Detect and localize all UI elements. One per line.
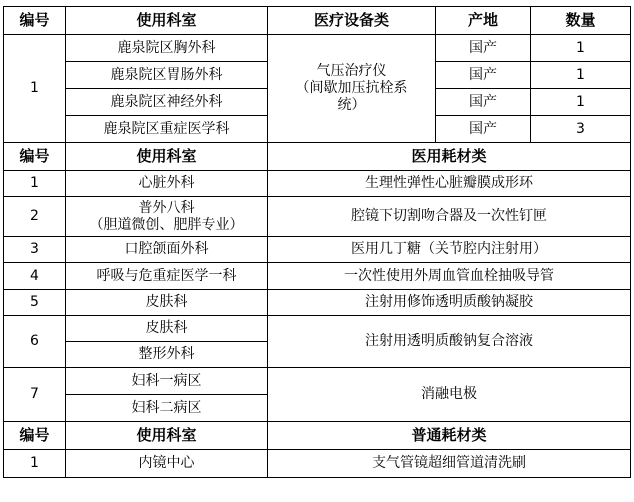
equipment-department: 鹿泉院区胸外科 bbox=[66, 35, 268, 62]
header-no: 编号 bbox=[4, 7, 66, 35]
header-no: 编号 bbox=[4, 143, 66, 171]
consumable-no: 1 bbox=[4, 171, 66, 197]
equipment-department: 鹿泉院区胃肠外科 bbox=[66, 62, 268, 89]
consumable-department: 妇科二病区 bbox=[66, 395, 268, 422]
consumable-department: 妇科一病区 bbox=[66, 368, 268, 395]
equipment-origin: 国产 bbox=[436, 35, 531, 62]
consumable-item: 注射用透明质酸钠复合溶液 bbox=[268, 316, 631, 368]
consumable-no: 5 bbox=[4, 290, 66, 316]
equipment-department: 鹿泉院区重症医学科 bbox=[66, 116, 268, 143]
consumable-no: 7 bbox=[4, 368, 66, 422]
consumable-row bbox=[4, 316, 631, 342]
general-header-row bbox=[4, 422, 631, 450]
header-no: 编号 bbox=[4, 422, 66, 450]
equipment-no: 1 bbox=[4, 35, 66, 143]
consumable-department: 呼吸与危重症医学一科 bbox=[66, 263, 268, 290]
equipment-device-name bbox=[268, 35, 436, 143]
consumable-department: 口腔颌面外科 bbox=[66, 237, 268, 263]
consumable-row bbox=[4, 197, 631, 237]
device-name-line: （间歇加压抗栓系 bbox=[295, 80, 408, 96]
device-name-line: 统） bbox=[337, 97, 366, 113]
consumable-row bbox=[4, 171, 631, 197]
header-general-consumables: 普通耗材类 bbox=[268, 422, 631, 450]
consumable-item: 腔镜下切割吻合器及一次性钉匣 bbox=[268, 197, 631, 237]
consumable-item: 消融电极 bbox=[268, 368, 631, 422]
general-department: 内镜中心 bbox=[66, 450, 268, 478]
consumable-no: 3 bbox=[4, 237, 66, 263]
consumable-row bbox=[4, 290, 631, 316]
consumable-row bbox=[4, 237, 631, 263]
consumable-item: 医用几丁糖（关节腔内注射用） bbox=[268, 237, 631, 263]
consumable-item: 一次性使用外周血管血栓抽吸导管 bbox=[268, 263, 631, 290]
header-origin: 产地 bbox=[436, 7, 531, 35]
equipment-header-row bbox=[4, 7, 631, 35]
consumable-row bbox=[4, 263, 631, 290]
equipment-department: 鹿泉院区神经外科 bbox=[66, 89, 268, 116]
consumable-row bbox=[4, 368, 631, 395]
consumable-no: 6 bbox=[4, 316, 66, 368]
header-equipment-category: 医疗设备类 bbox=[268, 7, 436, 35]
consumable-department bbox=[66, 197, 268, 237]
consumable-department: 整形外科 bbox=[66, 342, 268, 368]
header-department: 使用科室 bbox=[66, 7, 268, 35]
general-item: 支气管镜超细管道清洗刷 bbox=[268, 450, 631, 478]
consumable-department: 皮肤科 bbox=[66, 290, 268, 316]
header-quantity: 数量 bbox=[531, 7, 631, 35]
equipment-quantity: 3 bbox=[531, 116, 631, 143]
consumables-header-row bbox=[4, 143, 631, 171]
consumable-no: 4 bbox=[4, 263, 66, 290]
equipment-row bbox=[4, 35, 631, 62]
consumable-item: 注射用修饰透明质酸钠凝胶 bbox=[268, 290, 631, 316]
department-line: （胆道微创、肥胖专业） bbox=[89, 216, 244, 233]
header-department: 使用科室 bbox=[66, 422, 268, 450]
consumable-item: 生理性弹性心脏瓣膜成形环 bbox=[268, 171, 631, 197]
equipment-quantity: 1 bbox=[531, 89, 631, 116]
department-line: 普外八科 bbox=[138, 199, 195, 216]
header-medical-consumables: 医用耗材类 bbox=[268, 143, 631, 171]
header-department: 使用科室 bbox=[66, 143, 268, 171]
general-row bbox=[4, 450, 631, 478]
equipment-origin: 国产 bbox=[436, 89, 531, 116]
general-no: 1 bbox=[4, 450, 66, 478]
consumable-department: 皮肤科 bbox=[66, 316, 268, 342]
consumable-no: 2 bbox=[4, 197, 66, 237]
consumable-department: 心脏外科 bbox=[66, 171, 268, 197]
equipment-origin: 国产 bbox=[436, 116, 531, 143]
equipment-origin: 国产 bbox=[436, 62, 531, 89]
device-name-line: 气压治疗仪 bbox=[316, 63, 387, 79]
equipment-quantity: 1 bbox=[531, 62, 631, 89]
equipment-quantity: 1 bbox=[531, 35, 631, 62]
procurement-table bbox=[3, 6, 631, 478]
